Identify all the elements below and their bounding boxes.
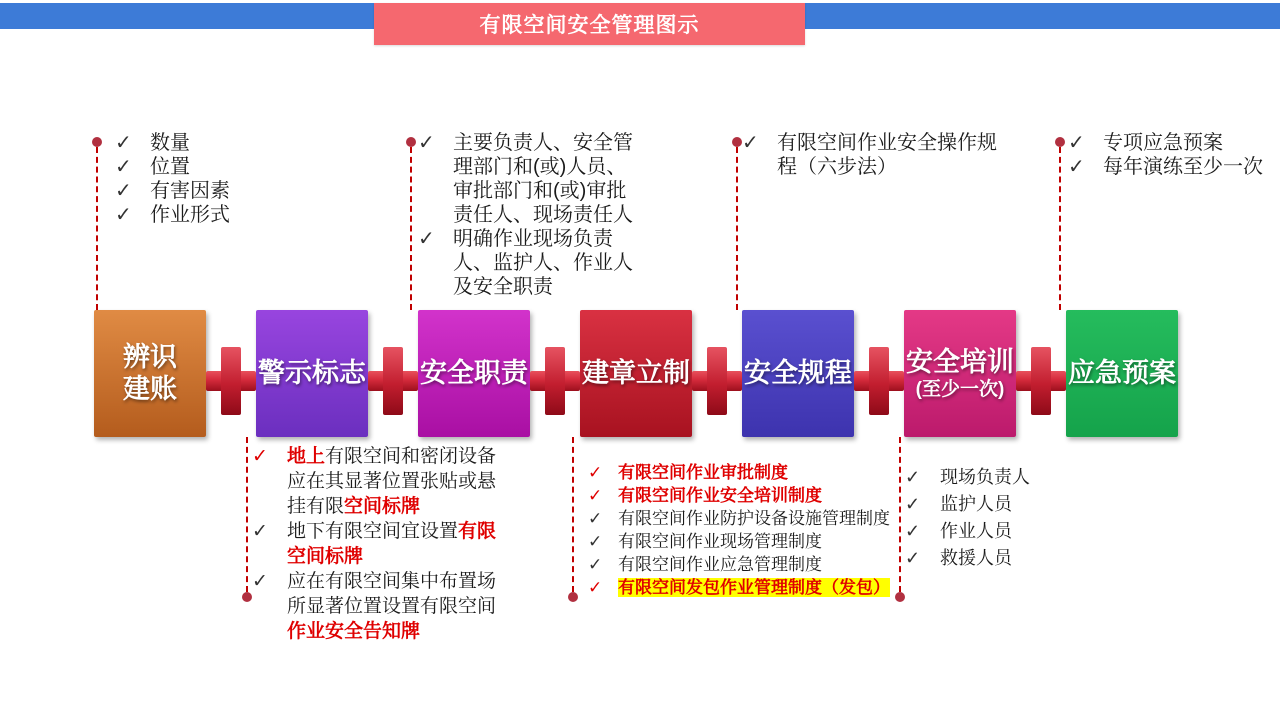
check-icon: ✓ bbox=[418, 132, 435, 154]
checklist-item bbox=[115, 203, 230, 227]
flow-box-safety-procedure bbox=[742, 310, 854, 437]
checklist-safety-procedure bbox=[742, 131, 1007, 179]
plus-icon bbox=[368, 347, 418, 417]
checklist-item-text: 作业人员 bbox=[940, 521, 1012, 541]
checklist-item bbox=[588, 530, 890, 553]
checklist-item-text: 数量 bbox=[150, 132, 190, 154]
connector-dashed-line bbox=[1059, 147, 1061, 310]
flow-box-label: 安全培训 bbox=[906, 346, 1014, 377]
title-banner bbox=[374, 3, 805, 45]
checklist-warning-signs bbox=[252, 444, 501, 644]
checklist-item-text: 有限空间作业安全操作规程（六步法） bbox=[777, 132, 997, 178]
checklist-item bbox=[115, 179, 230, 203]
plus-icon bbox=[692, 347, 742, 417]
plus-icon bbox=[854, 347, 904, 417]
checklist-item-text: 作业形式 bbox=[150, 204, 230, 226]
flow-box-emergency-plan bbox=[1066, 310, 1178, 437]
checklist-item-text: 有限空间作业审批制度 bbox=[618, 463, 788, 482]
check-icon: ✓ bbox=[252, 446, 268, 467]
checklist-item-text: 救援人员 bbox=[940, 548, 1012, 568]
check-icon: ✓ bbox=[742, 132, 759, 154]
checklist-item bbox=[905, 518, 1030, 545]
checklist-item bbox=[905, 491, 1030, 518]
checklist-item bbox=[905, 464, 1030, 491]
connector-dashed-line bbox=[410, 147, 412, 310]
connector-dot-icon bbox=[568, 592, 578, 602]
checklist-item bbox=[588, 484, 890, 507]
flow-box-sublabel: (至少一次) bbox=[915, 378, 1005, 400]
flow-box-label: 建账 bbox=[123, 373, 177, 404]
connector-dashed-line bbox=[246, 437, 248, 592]
check-icon: ✓ bbox=[1068, 156, 1085, 178]
check-icon: ✓ bbox=[588, 578, 603, 597]
checklist-item bbox=[252, 519, 501, 569]
check-icon: ✓ bbox=[588, 486, 603, 505]
checklist-rules-systems bbox=[588, 461, 890, 599]
check-icon: ✓ bbox=[588, 509, 603, 528]
flow-box-label: 警示标志 bbox=[258, 357, 366, 388]
checklist-item bbox=[252, 569, 501, 644]
checklist-item bbox=[588, 576, 890, 599]
check-icon: ✓ bbox=[115, 132, 132, 154]
plus-icon bbox=[206, 347, 256, 417]
checklist-item-text: 有限空间作业应急管理制度 bbox=[618, 555, 822, 574]
connector-dot-icon bbox=[732, 137, 742, 147]
process-flow bbox=[94, 310, 1178, 437]
check-icon: ✓ bbox=[115, 180, 132, 202]
checklist-item-text: 有害因素 bbox=[150, 180, 230, 202]
check-icon: ✓ bbox=[418, 228, 435, 250]
flow-box-label: 辨识 bbox=[123, 341, 177, 372]
connector-dot-icon bbox=[92, 137, 102, 147]
checklist-item bbox=[115, 131, 230, 155]
check-icon: ✓ bbox=[588, 532, 603, 551]
flow-box-label: 安全规程 bbox=[744, 357, 852, 388]
check-icon: ✓ bbox=[115, 156, 132, 178]
check-icon: ✓ bbox=[905, 467, 921, 487]
checklist-item bbox=[1068, 131, 1263, 155]
check-icon: ✓ bbox=[1068, 132, 1085, 154]
check-icon: ✓ bbox=[252, 521, 268, 542]
check-icon: ✓ bbox=[252, 571, 268, 592]
check-icon: ✓ bbox=[588, 555, 603, 574]
checklist-item-text: 有限空间作业防护设备设施管理制度 bbox=[618, 509, 890, 528]
checklist-training-roles bbox=[905, 464, 1030, 572]
checklist-item-text: 有限空间作业安全培训制度 bbox=[618, 486, 822, 505]
flow-box-rules-systems bbox=[580, 310, 692, 437]
flow-box-safety-duty bbox=[418, 310, 530, 437]
page-title: 有限空间安全管理图示 bbox=[479, 14, 700, 37]
connector-dot-icon bbox=[242, 592, 252, 602]
checklist-item-text: 现场负责人 bbox=[940, 467, 1030, 487]
flow-box-warning-signs bbox=[256, 310, 368, 437]
checklist-emergency-plan bbox=[1068, 131, 1263, 179]
check-icon: ✓ bbox=[115, 204, 132, 226]
checklist-identify-ledger bbox=[115, 131, 230, 227]
checklist-item bbox=[588, 507, 890, 530]
connector-dashed-line bbox=[572, 437, 574, 592]
checklist-item bbox=[418, 131, 645, 227]
plus-icon bbox=[1016, 347, 1066, 417]
checklist-item-text: 位置 bbox=[150, 156, 190, 178]
checklist-safety-duty bbox=[418, 131, 645, 299]
checklist-item bbox=[905, 545, 1030, 572]
checklist-item-text: 专项应急预案 bbox=[1103, 132, 1223, 154]
check-icon: ✓ bbox=[905, 521, 921, 541]
checklist-item-text: 每年演练至少一次 bbox=[1103, 156, 1263, 178]
checklist-item bbox=[588, 553, 890, 576]
checklist-item-text: 地下有限空间宜设置有限空间标牌 bbox=[287, 521, 497, 567]
checklist-item-text: 有限空间作业现场管理制度 bbox=[618, 532, 822, 551]
checklist-item-text: 有限空间发包作业管理制度（发包） bbox=[618, 578, 890, 597]
connector-dashed-line bbox=[736, 147, 738, 310]
connector-dot-icon bbox=[895, 592, 905, 602]
checklist-item-text: 明确作业现场负责人、监护人、作业人及安全职责 bbox=[453, 228, 633, 298]
checklist-item bbox=[1068, 155, 1263, 179]
connector-dashed-line bbox=[96, 147, 98, 310]
checklist-item bbox=[742, 131, 1007, 179]
checklist-item-text: 应在有限空间集中布置场所显著位置设置有限空间作业安全告知牌 bbox=[287, 571, 497, 642]
checklist-item bbox=[418, 227, 645, 299]
plus-icon bbox=[530, 347, 580, 417]
checklist-item bbox=[252, 444, 501, 519]
flow-box-label: 建章立制 bbox=[582, 357, 690, 388]
check-icon: ✓ bbox=[905, 548, 921, 568]
checklist-item bbox=[115, 155, 230, 179]
flow-box-label: 应急预案 bbox=[1068, 357, 1176, 388]
connector-dashed-line bbox=[899, 437, 901, 592]
connector-dot-icon bbox=[1055, 137, 1065, 147]
flow-box-label: 安全职责 bbox=[420, 357, 528, 388]
flow-box-safety-training bbox=[904, 310, 1016, 437]
checklist-item-text: 主要负责人、安全管理部门和(或)人员、审批部门和(或)审批责任人、现场责任人 bbox=[453, 132, 633, 226]
connector-dot-icon bbox=[406, 137, 416, 147]
checklist-item bbox=[588, 461, 890, 484]
checklist-item-text: 地上有限空间和密闭设备应在其显著位置张贴或悬挂有限空间标牌 bbox=[287, 446, 497, 517]
check-icon: ✓ bbox=[905, 494, 921, 514]
flow-box-identify-ledger bbox=[94, 310, 206, 437]
check-icon: ✓ bbox=[588, 463, 603, 482]
checklist-item-text: 监护人员 bbox=[940, 494, 1012, 514]
